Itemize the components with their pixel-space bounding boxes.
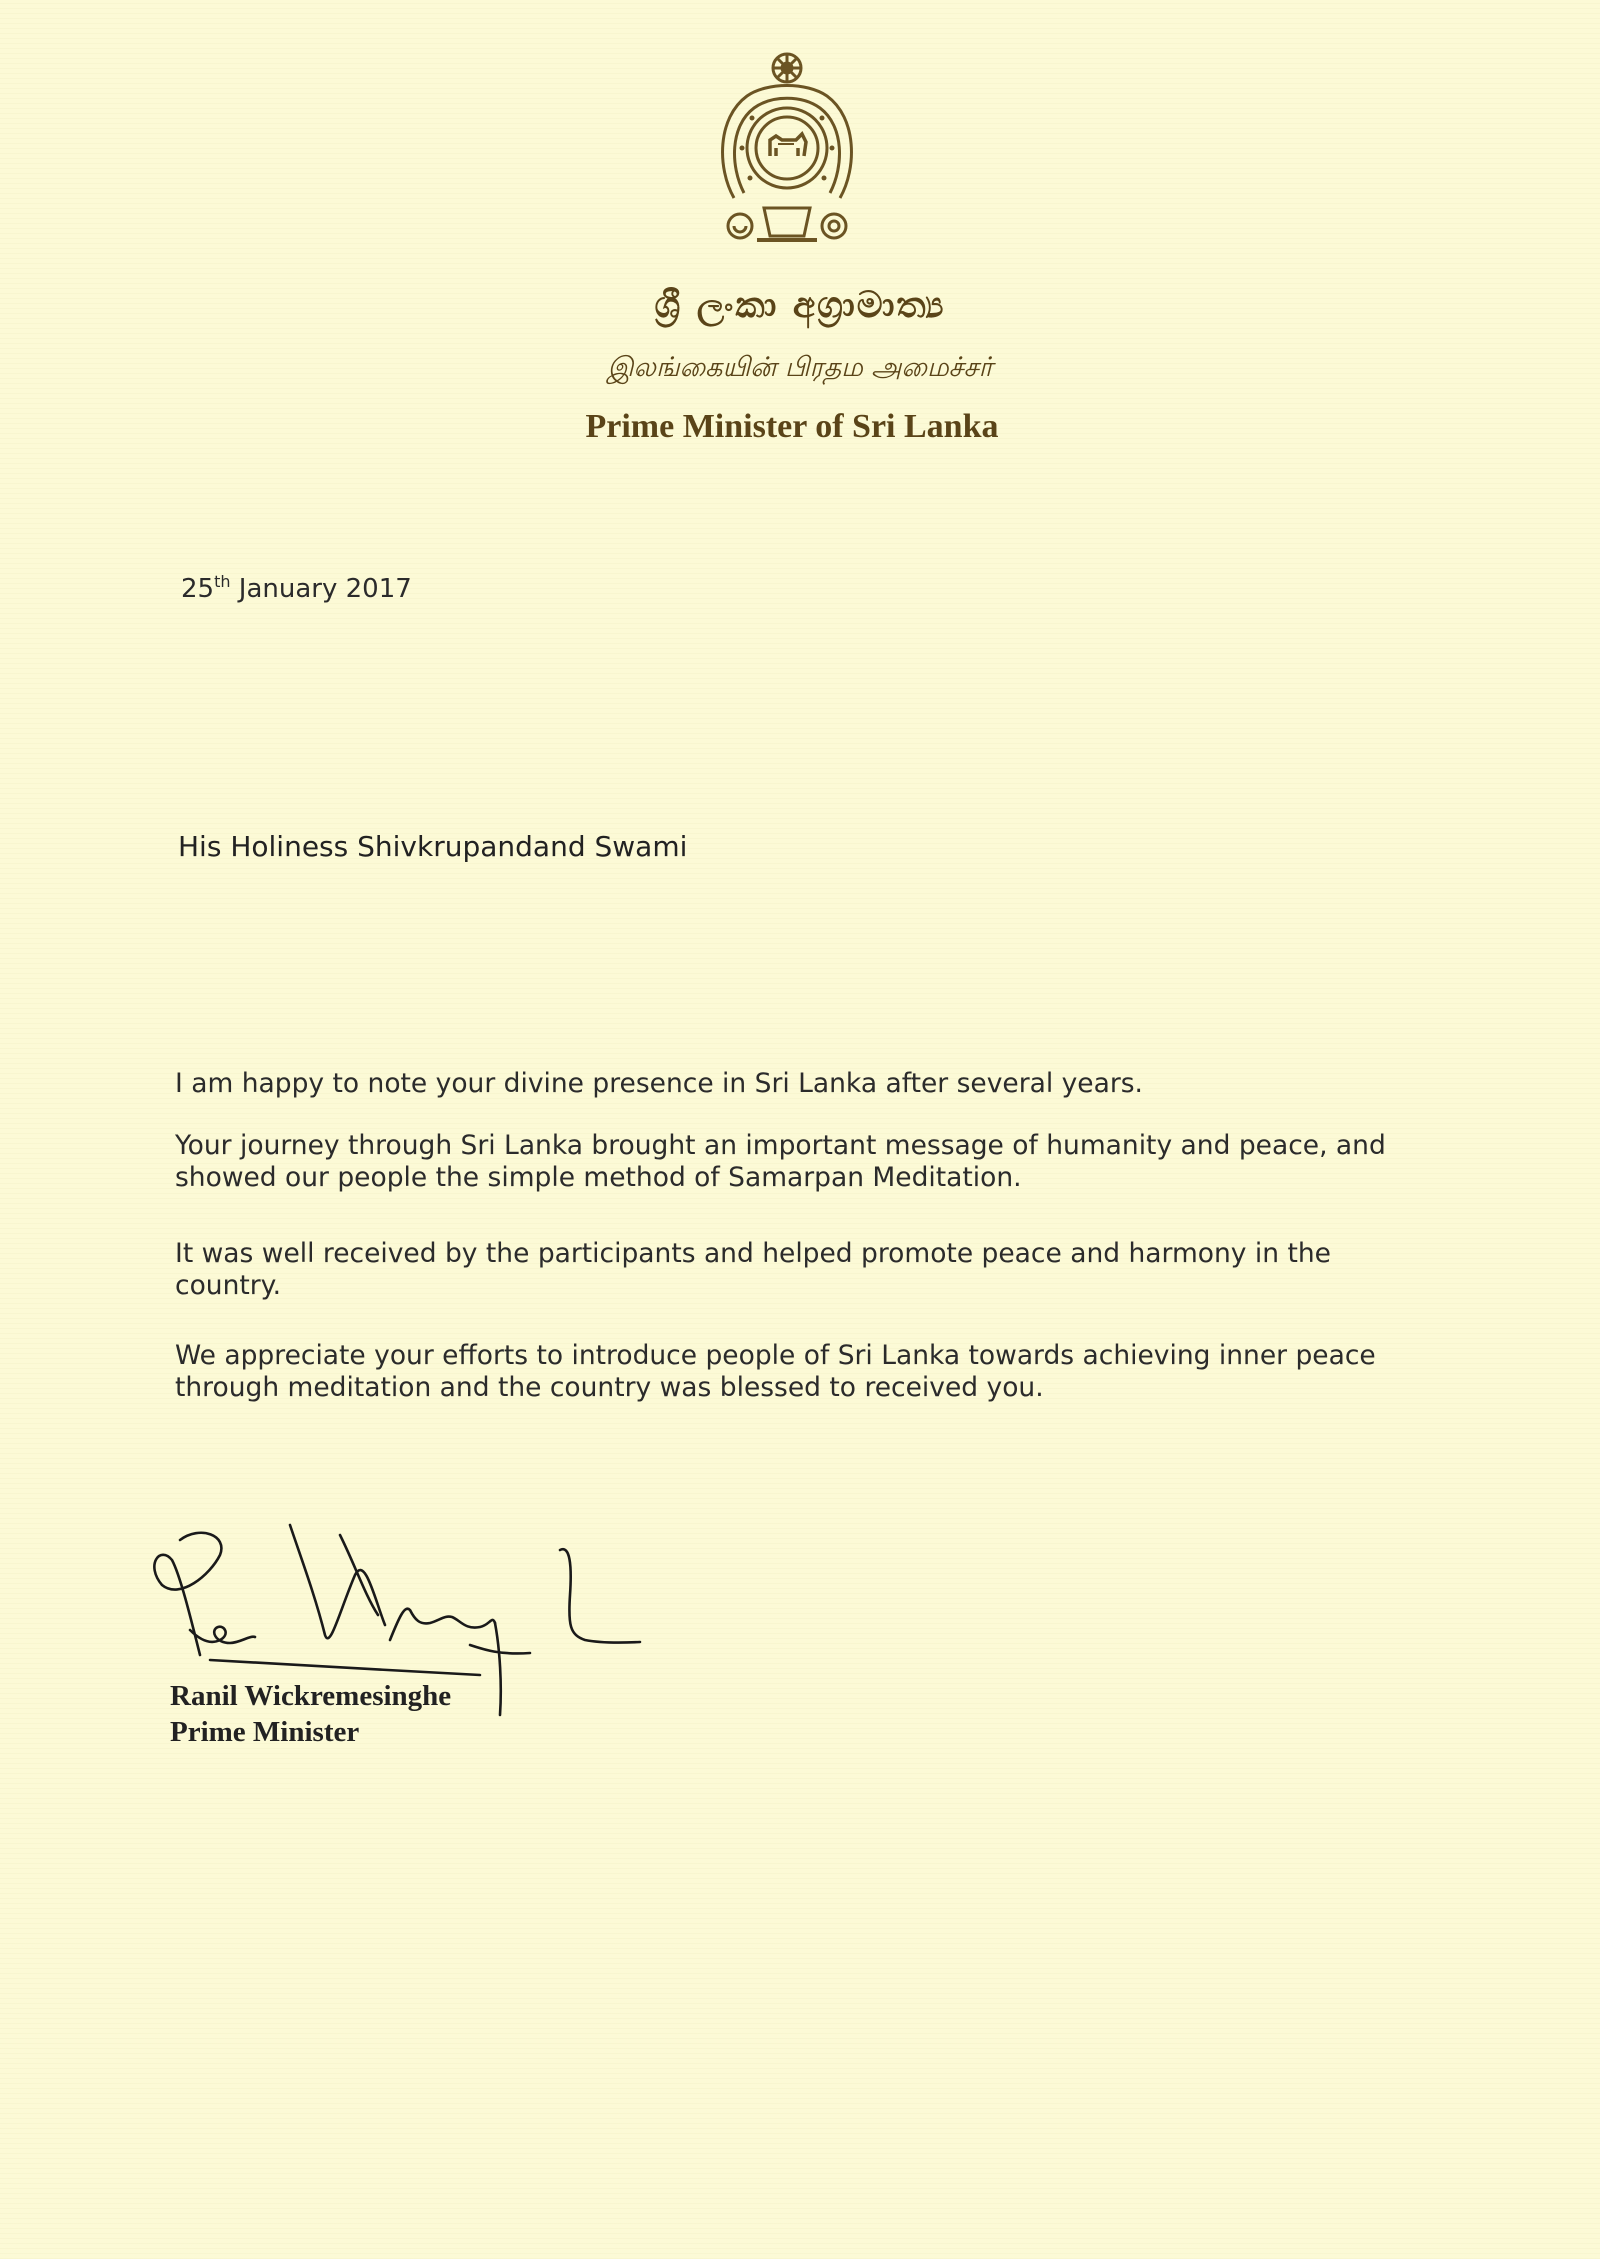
paragraph-2: Your journey through Sri Lanka brought an important message of humanity and peace, and showed our people the simple method of Samarpan Meditation.	[175, 1130, 1386, 1193]
date-day: 25	[181, 574, 215, 604]
letterhead-sinhala: ශ්‍රී ලංකා අග්‍රාමාත්‍ය	[654, 285, 946, 326]
letterhead-english-text: Prime Minister of Sri Lanka	[585, 408, 999, 445]
signer-name: Ranil Wickremesinghe	[170, 1680, 452, 1712]
letter-date	[181, 572, 412, 604]
letterhead-english	[0, 408, 1600, 446]
paragraph-3: It was well received by the participants and helped promote peace and harmony in the country.	[175, 1238, 1331, 1301]
paragraph-4: We appreciate your efforts to introduce people of Sri Lanka towards achieving inner peace through meditation and the country was blessed to received you.	[175, 1340, 1376, 1403]
letterhead-tamil: இலங்கையின் பிரதம அமைச்சர்	[607, 352, 993, 383]
sri-lanka-emblem-icon	[712, 48, 862, 253]
signer-title: Prime Minister	[170, 1716, 360, 1748]
recipient-line: His Holiness Shivkrupandand Swami	[178, 830, 688, 863]
date-suffix: th	[214, 572, 231, 591]
paragraph-1: I am happy to note your divine presence in Sri Lanka after several years.	[175, 1068, 1143, 1099]
date-rest: January 2017	[238, 574, 412, 604]
